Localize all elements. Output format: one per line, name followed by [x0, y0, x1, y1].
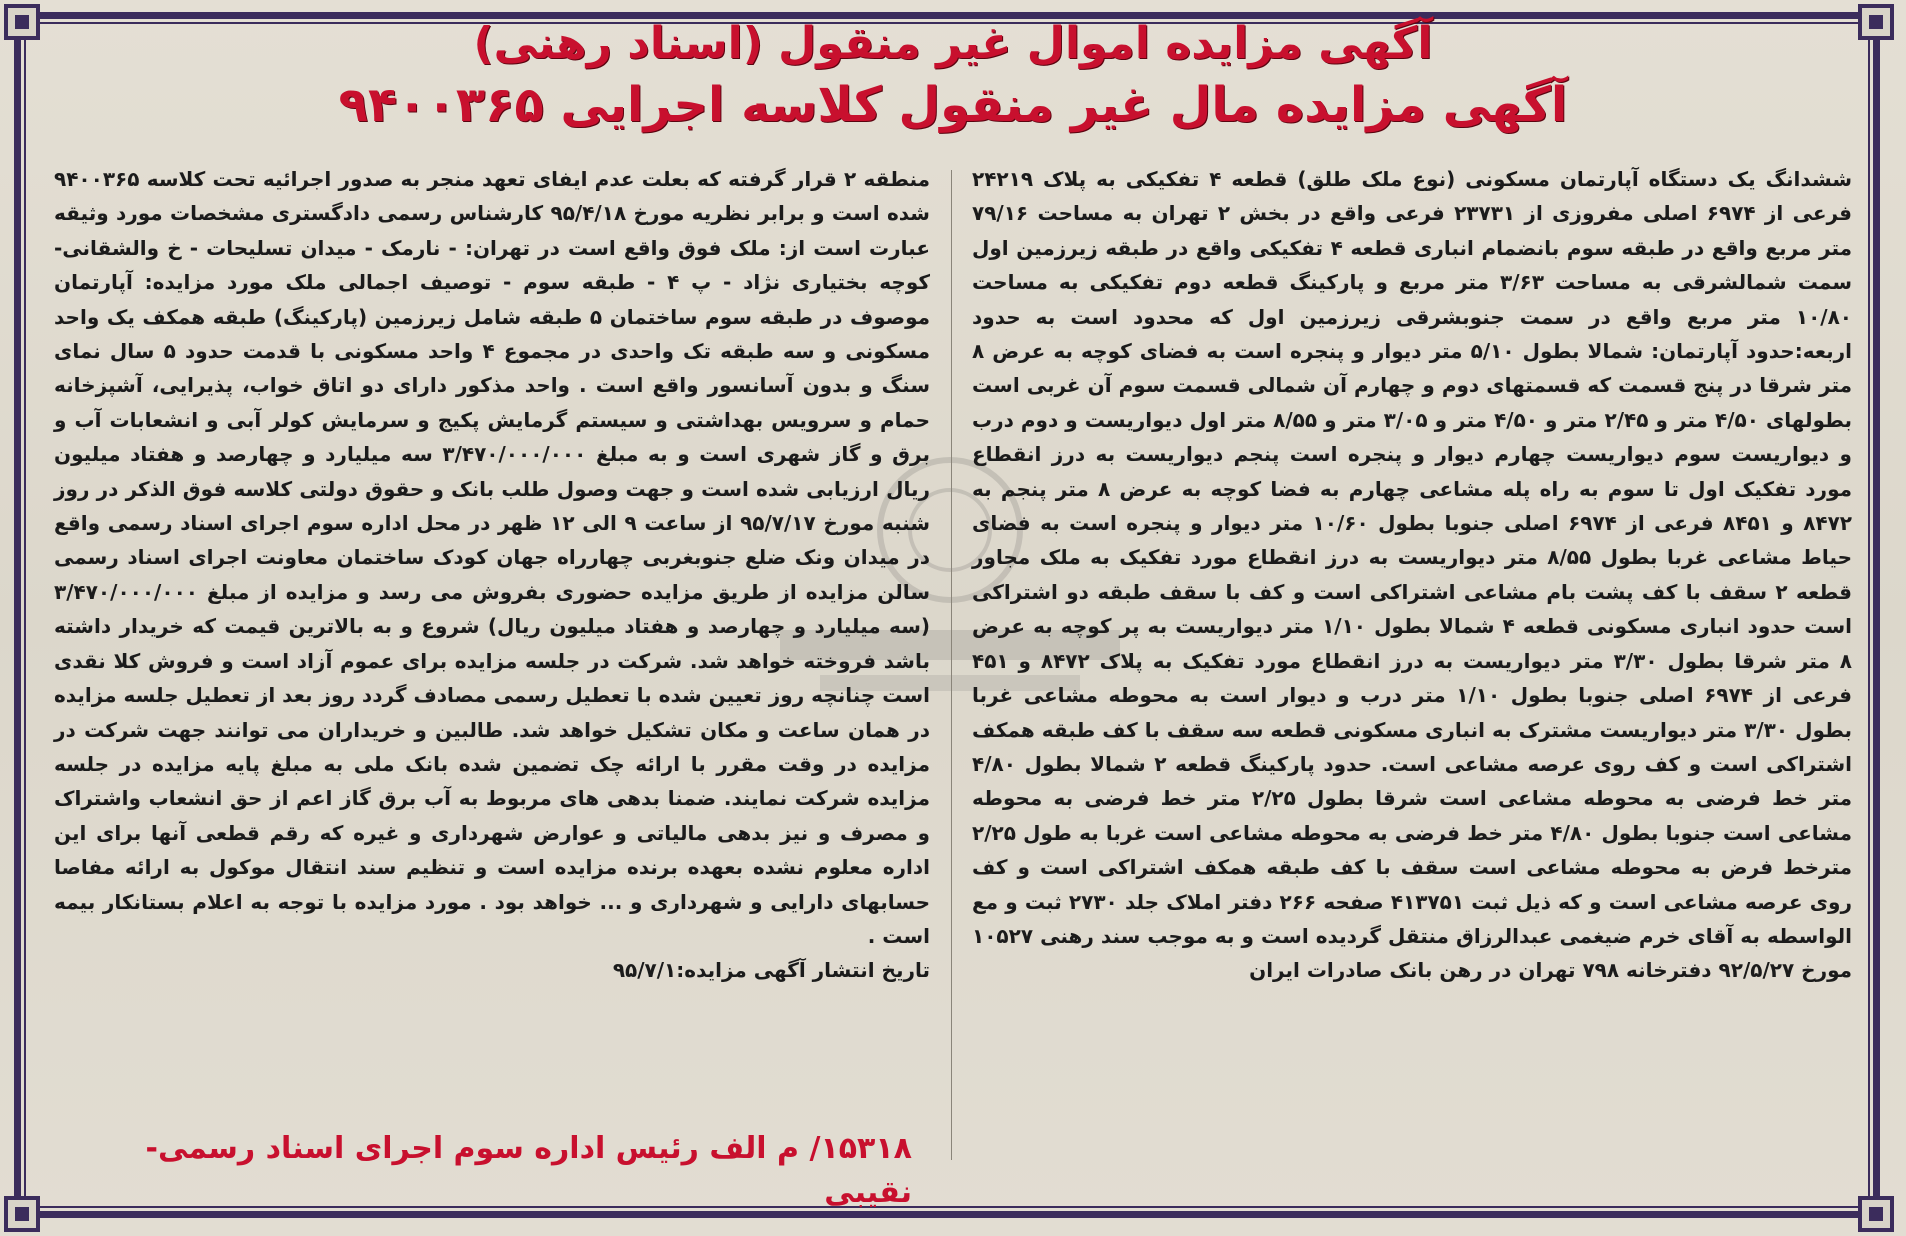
notice-header — [0, 16, 1906, 136]
notice-title-line2: آگهی مزایده مال غیر منقول کلاسه اجرایی ۹۴۰۰۳۶۵ — [338, 77, 1568, 133]
signature-line: ۱۵۳۱۸/ م الف رئیس اداره سوم اجرای اسناد رسمی- نقیبی — [145, 1131, 912, 1210]
notice-body-right-column — [972, 162, 1852, 1162]
publish-date: تاریخ انتشار آگهی مزایده:۹۵/۷/۱ — [612, 958, 930, 983]
notice-title-line1: آگهی مزایده اموال غیر منقول (اسناد رهنی) — [473, 18, 1433, 69]
corner-ornament-bottom-right — [1858, 1196, 1894, 1232]
corner-ornament-bottom-left — [4, 1196, 40, 1232]
property-description-text: ششدانگ یک دستگاه آپارتمان مسکونی (نوع ملک طلق) قطعه ۴ تفکیکی به پلاک ۲۴۲۱۹ فرعی از ۶۹۷۴ اصلی مفروزی از ۲۳۷۳۱ فرعی واقع در بخش ۲ تهران به مساحت ۷۹/۱۶ متر مربع واقع در طبقه سوم بانضمام انباری قطعه ۴ تفکیکی واقع در طبقه زیرزمین اول سمت شمالشرقی به مساحت ۳/۶۳ متر مربع و پارکینگ قطعه دوم تفکیکی به مساحت ۱۰/۸۰ متر مربع واقع در سمت جنوبشرقی زیرزمین اول که محدود است به حدود اربعه:حدود آپارتمان: شمالا بطول ۵/۱۰ متر دیوار و پنجره است به فضای کوچه به عرض ۸ متر شرقا در پنج قسمت که قسمتهای دوم و چهارم آن شمالی قسمت سوم آن غربی است بطولهای ۴/۵۰ متر و ۲/۴۵ متر و ۴/۵۰ متر و ۳/۰۵ متر و ۸/۵۵ متر اول دیواریست و دوم درب و دیواریست سوم دیواریست چهارم دیوار و پنجره است پنجم دیواریست به درز انقطاع مورد تفکیک اول تا سوم به راه پله مشاعی چهارم به فضا کوچه به عرض ۸ متر پنجم به ۸۴۷۲ و ۸۴۵۱ فرعی از ۶۹۷۴ اصلی جنوبا بطول ۱۰/۶۰ متر دیوار و پنجره است به فضای حیاط مشاعی غربا بطول ۸/۵۵ متر دیواریست به درز انقطاع مورد تفکیک به ملک مجاور قطعه ۲ سقف با کف پشت بام مشاعی اشتراکی است و کف با سقف طبقه دو اشتراکی است حدود انباری مسکونی قطعه ۴ شمالا بطول ۱/۱۰ متر دیواریست به پر کوچه به عرض ۸ متر شرقا بطول ۳/۳۰ متر دیواریست به درز انقطاع مورد تفکیک به پلاک ۸۴۷۲ و ۴۵۱ فرعی از ۶۹۷۴ اصلی جنوبا بطول ۱/۱۰ متر درب و دیوار است به محوطه مشاعی غربا بطول ۳/۳۰ متر دیواریست مشترک به انباری مسکونی قطعه سه سقف با کف طبقه همکف اشتراکی است و کف روی عرصه مشاعی است. حدود پارکینگ قطعه ۲ شمالا بطول ۴/۸۰ متر خط فرضی به محوطه مشاعی است شرقا بطول ۲/۲۵ متر خط فرضی به محوطه مشاعی است جنوبا بطول ۴/۸۰ متر خط فرضی به محوطه مشاعی است غربا به طول ۲/۲۵ مترخط فرض به محوطه مشاعی است سقف با کف طبقه همکف اشتراکی است و کف روی عرصه مشاعی است و که ذیل ثبت ۴۱۳۷۵۱ صفحه ۲۶۶ دفتر املاک جلد ۲۷۳۰ ثبت و مع الواسطه به آقای خرم ضیغمی عبدالرزاق منتقل گردیده است و به موجب سند رهنی ۱۰۵۲۷ مورخ ۹۲/۵/۲۷ دفترخانه ۷۹۸ تهران در رهن بانک صادرات ایران — [972, 167, 1853, 983]
column-divider — [951, 170, 952, 1160]
auction-terms-text: منطقه ۲ قرار گرفته که بعلت عدم ایفای تعهد منجر به صدور اجرائیه تحت کلاسه ۹۴۰۰۳۶۵ شده است و برابر نظریه مورخ ۹۵/۴/۱۸ کارشناس رسمی دادگستری مشخصات مورد وثیقه عبارت است از: ملک فوق واقع است در تهران: - نارمک - میدان تسلیحات - خ والشقانی- کوچه بختیاری نژاد - پ ۴ - طبقه سوم - توصیف اجمالی ملک مورد مزایده: آپارتمان موصوف در طبقه سوم ساختمان ۵ طبقه شامل زیرزمین (پارکینگ) طبقه همکف یک واحد مسکونی و سه طبقه تک واحدی در مجموع ۴ واحد مسکونی با قدمت حدود ۵ سال نمای سنگ و بدون آسانسور واقع است . واحد مذکور دارای دو اتاق خواب، پذیرایی، آشپزخانه حمام و سرویس بهداشتی و سیستم گرمایش پکیج و سرمایش کولر آبی و انشعابات آب و برق و گاز شهری است و به مبلغ ۳/۴۷۰/۰۰۰/۰۰۰ سه میلیارد و چهارصد و هفتاد میلیون ریال ارزیابی شده است و جهت وصول طلب بانک و حقوق دولتی کلاسه فوق الذکر در روز شنبه مورخ ۹۵/۷/۱۷ از ساعت ۹ الی ۱۲ ظهر در محل اداره سوم اجرای اسناد رسمی واقع در میدان ونک ضلع جنوبغربی چهارراه جهان کودک ساختمان معاونت اجرای اسناد رسمی سالن مزایده از طریق مزایده حضوری بفروش می رسد و مزایده از مبلغ ۳/۴۷۰/۰۰۰/۰۰۰ (سه میلیارد و چهارصد و هفتاد میلیون ریال) شروع و به بالاترین قیمت که خریدار داشته باشد فروخته خواهد شد. شرکت در جلسه مزایده برای عموم آزاد است و فروش کلا نقدی است چنانچه روز تعیین شده با تعطیل رسمی مصادف گردد روز بعد از تعطیل جلسه مزایده در همان ساعت و مکان تشکیل خواهد شد. طالبین و خریداران می توانند جهت شرکت در مزایده در وقت مقرر با ارائه چک تضمین شده بانک ملی به مبلغ پایه مزایده در جلسه مزایده شرکت نمایند. ضمنا بدهی های مربوط به آب برق گاز اعم از حق انشعاب واشتراک و مصرف و نیز بدهی مالیاتی و عوارض شهرداری و غیره که رقم قطعی آنها برای این اداره معلوم نشده بعهده برنده مزایده است و تنظیم سند انتقال موکول به ارائه مفاصا حسابهای دارایی و شهرداری و ... خواهد بود . مورد مزایده با توجه به اعلام بستانکار بیمه است . — [54, 167, 931, 948]
notice-body-left-column — [54, 162, 930, 1102]
